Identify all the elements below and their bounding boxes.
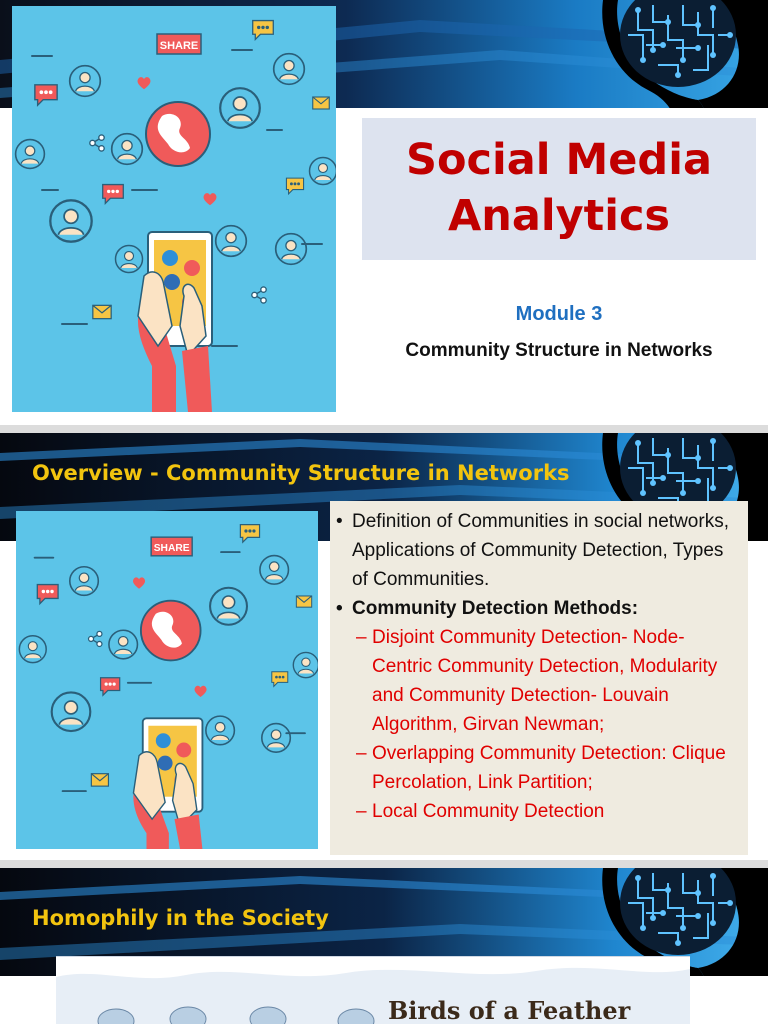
title-box xyxy=(362,118,756,260)
title-line-2: Analytics xyxy=(447,191,671,241)
title-slide xyxy=(0,0,768,425)
share-icon xyxy=(151,537,192,556)
bullet-dot: • xyxy=(336,598,343,619)
dash-marker: – xyxy=(356,627,367,648)
sub-item xyxy=(336,739,740,797)
heading-main: Community Structure in Networks xyxy=(166,461,570,485)
module-label: Module 3 xyxy=(515,303,603,325)
globe-icon xyxy=(146,102,210,166)
dash-marker: – xyxy=(356,801,367,822)
bullet-dot: • xyxy=(336,511,343,532)
sub-item-text: Overlapping Community Detection: Clique Percolation, Link Partition; xyxy=(372,743,726,793)
share-icon xyxy=(157,34,201,54)
birds-image xyxy=(56,956,690,1024)
bullet-text: Definition of Communities in social networks, Applications of Community Detection, Types of Communities. xyxy=(352,511,729,590)
overview-slide xyxy=(0,433,768,860)
bullet-item xyxy=(336,594,740,623)
social-network-illustration xyxy=(16,511,318,849)
page-title xyxy=(362,132,756,244)
tablet-icon xyxy=(138,232,212,412)
tablet-icon xyxy=(133,718,202,849)
slide-divider xyxy=(0,860,768,868)
bullet-item xyxy=(336,507,740,594)
heading-prefix: Overview - xyxy=(32,461,167,485)
overview-content-box xyxy=(330,501,748,855)
sub-item xyxy=(336,623,740,739)
slide-heading xyxy=(32,461,570,485)
sub-item-text: Disjoint Community Detection- Node-Centric Community Detection, Modularity and Community Detection- Louvain Algorithm, Girvan Newman; xyxy=(372,627,718,735)
brain-circuit-icon xyxy=(558,0,768,108)
slide-heading: Homophily in the Society xyxy=(32,906,329,930)
svg-text:SHARE: SHARE xyxy=(153,543,190,555)
sub-item xyxy=(336,797,740,826)
image-caption: Birds of a Feather xyxy=(388,996,631,1024)
slide-divider xyxy=(0,425,768,433)
title-line-1: Social Media xyxy=(406,135,712,185)
globe-icon xyxy=(141,601,201,661)
subtitle: Community Structure in Networks xyxy=(405,340,713,361)
sub-item-text: Local Community Detection xyxy=(372,801,605,822)
svg-text:SHARE: SHARE xyxy=(159,40,199,52)
bullet-text: Community Detection Methods: xyxy=(352,598,639,619)
dash-marker: – xyxy=(356,743,367,764)
homophily-slide xyxy=(0,868,768,1024)
social-network-illustration xyxy=(12,6,336,412)
